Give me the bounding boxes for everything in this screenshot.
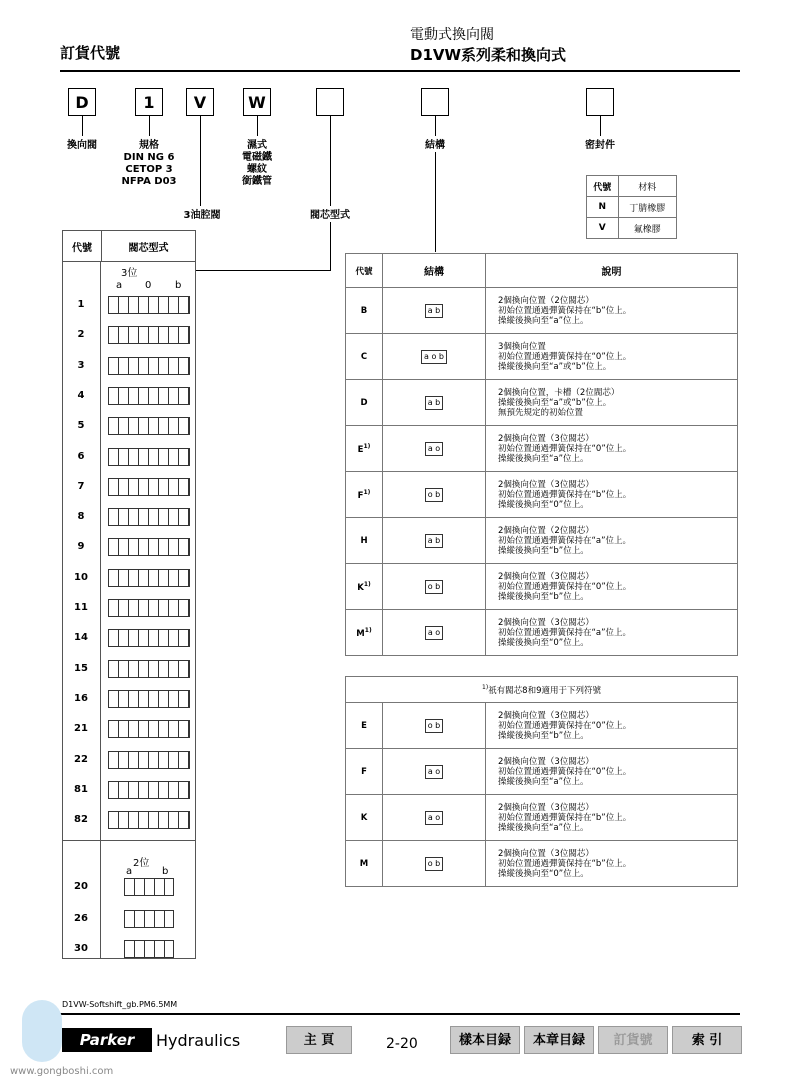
structure-row [346, 703, 738, 749]
spool-code: 14 [74, 632, 88, 644]
spool-symbol [108, 508, 190, 526]
spool-code: 21 [74, 723, 88, 735]
spool-symbol [108, 629, 190, 647]
code-box-seal [586, 88, 614, 116]
spool-table [62, 230, 196, 262]
label-seal: 密封件 [585, 140, 615, 151]
structure-symbol: o b [383, 472, 486, 518]
code-box-structure [421, 88, 449, 116]
spool-symbol [108, 599, 190, 617]
spool-code: 26 [74, 913, 88, 924]
structure-description: 2個換向位置（2位閥芯） 初始位置通過彈簧保持在“b”位上。 操縱後換向至“a”位上。 [486, 288, 738, 334]
seal-table [586, 175, 677, 239]
chapter-index-button[interactable]: 本章目録 [524, 1026, 594, 1054]
spool-symbol [108, 781, 190, 799]
pos3-label: 3位 [121, 268, 138, 279]
spool-code: 11 [74, 602, 88, 613]
structure-row [346, 472, 738, 518]
structure-symbol: a b [383, 380, 486, 426]
structure-description: 2個換向位置（3位閥芯） 初始位置通過彈簧保持在“b”位上。 操縱後換向至“0”位上。 [486, 841, 738, 887]
structure-description: 2個換向位置（3位閥芯） 初始位置通過彈簧保持在“a”位上。 操縱後換向至“0”位上。 [486, 610, 738, 656]
spool-symbol [108, 448, 190, 466]
catalog-index-button[interactable]: 樣本目録 [450, 1026, 520, 1054]
spool-code: 6 [77, 450, 85, 462]
pos2-a: a [126, 866, 133, 877]
seal-material: 氟橡膠 [618, 218, 677, 239]
spool-header-type: 閥芯型式 [128, 242, 169, 254]
structure-description: 2個換向位置（3位閥芯） 初始位置通過彈簧保持在“b”位上。 操縱後換向至“0”位上。 [486, 472, 738, 518]
structure-symbol: a o b [383, 334, 486, 380]
spool-symbol [108, 296, 190, 314]
structure-code: M [346, 841, 383, 887]
order-code-button[interactable]: 訂貨號 [598, 1026, 668, 1054]
code-box-w: W [243, 88, 271, 116]
structure-description: 2個換向位置（3位閥芯） 初始位置通過彈簧保持在“0”位上。 操縱後換向至“a”位上。 [486, 426, 738, 472]
structure-symbol: a o [383, 426, 486, 472]
structure-row [346, 610, 738, 656]
spool-symbol [108, 326, 190, 344]
spool-code: 7 [77, 480, 85, 492]
spool-symbol [108, 387, 190, 405]
spool-code: 16 [74, 692, 88, 704]
spool-symbol [108, 417, 190, 435]
structure-code: E [346, 703, 383, 749]
structure-code: B [346, 288, 383, 334]
structure-code: $M^{1)}$ [346, 610, 383, 656]
code-box-size: 1 [135, 88, 163, 116]
seal-header-material: 材料 [618, 176, 677, 197]
home-button[interactable]: 主 頁 [286, 1026, 352, 1054]
structure-row [346, 426, 738, 472]
note-table [345, 676, 738, 887]
structure-symbol: o b [383, 703, 486, 749]
seal-header-code: 代號 [587, 176, 619, 197]
spool-code: 3 [77, 359, 85, 371]
struct-header-code: 代號 [346, 254, 383, 288]
pos2-b: b [162, 866, 169, 877]
parker-logo: Parker [62, 1028, 152, 1052]
spool-code: 82 [74, 814, 88, 826]
note-text: $^{1)}$祇有閥芯8和9適用于下列符號 [346, 677, 738, 703]
struct-header-desc: 說明 [486, 254, 738, 288]
spool-symbol [108, 811, 190, 829]
spool-code: 1 [77, 299, 85, 310]
pos3-b: b [175, 280, 182, 291]
spool-code: 81 [74, 783, 88, 795]
pos2-label: 2位 [133, 858, 150, 869]
spool-code: 20 [74, 881, 88, 892]
label-size: 規格 DIN NG 6 CETOP 3 NFPA D03 [121, 140, 177, 187]
label-d: 換向閥 [67, 140, 97, 151]
code-box-v: V [186, 88, 214, 116]
structure-description: 2個換向位置（3位閥芯） 初始位置通過彈簧保持在“b”位上。 操縱後換向至“a”位上。 [486, 795, 738, 841]
mascot-logo [22, 1000, 62, 1062]
spool-code: 4 [77, 389, 85, 401]
structure-description: 2個換向位置，卡槽（2位閥芯） 操縱後換向至“a”或“b”位上。 無預先規定的初始位置 [486, 380, 738, 426]
structure-description: 2個換向位置（2位閥芯） 初始位置通過彈簧保持在“a”位上。 操縱後換向至“b”位上。 [486, 518, 738, 564]
structure-code: C [346, 334, 383, 380]
structure-row [346, 749, 738, 795]
structure-description: 3個換向位置 初始位置通過彈簧保持在“0”位上。 操縱後換向至“a”或“b”位上。 [486, 334, 738, 380]
product-title: 電動式換向閥 [410, 27, 494, 43]
spool-code: 2 [77, 329, 85, 341]
structure-row [346, 795, 738, 841]
spool-symbol [108, 478, 190, 496]
spool-code: 15 [74, 662, 88, 674]
index-button[interactable]: 索 引 [672, 1026, 742, 1054]
structure-code: $K^{1)}$ [346, 564, 383, 610]
label-w: 濕式 電磁鐵 螺紋 銜鐵管 [242, 140, 272, 187]
spool-code: 9 [77, 541, 85, 553]
spool-code: 30 [74, 943, 88, 954]
page-title: 訂貨代號 [60, 44, 121, 62]
structure-row [346, 564, 738, 610]
structure-row [346, 334, 738, 380]
structure-description: 2個換向位置（3位閥芯） 初始位置通過彈簧保持在“0”位上。 操縱後換向至“b”位上。 [486, 564, 738, 610]
label-structure: 結構 [425, 140, 445, 151]
structure-code: $F^{1)}$ [346, 472, 383, 518]
seal-code: V [587, 218, 619, 239]
spool-symbol [108, 660, 190, 678]
structure-symbol: o b [383, 841, 486, 887]
footer-rule [60, 1013, 740, 1015]
structure-code: F [346, 749, 383, 795]
structure-table [345, 253, 738, 656]
spool-symbol [108, 720, 190, 738]
structure-description: 2個換向位置（3位閥芯） 初始位置通過彈簧保持在“0”位上。 操縱後換向至“b”位上。 [486, 703, 738, 749]
structure-code: K [346, 795, 383, 841]
spool-symbol [108, 690, 190, 708]
brand-subtitle: Hydraulics [156, 1031, 241, 1050]
spool-code: 5 [77, 420, 85, 432]
code-box-d: D [68, 88, 96, 116]
spool-code: 8 [77, 511, 85, 523]
spool-symbol [124, 910, 174, 928]
pos3-a: a [116, 280, 123, 291]
page-number: 2-20 [386, 1036, 418, 1052]
label-v: 3油腔閥 [183, 210, 221, 221]
structure-symbol: a b [383, 288, 486, 334]
pos3-0: 0 [145, 280, 152, 291]
struct-header-structure: 結構 [383, 254, 486, 288]
spool-symbol [108, 751, 190, 769]
spool-symbol [108, 538, 190, 556]
structure-row [346, 380, 738, 426]
structure-symbol: a o [383, 749, 486, 795]
watermark: www.gongboshi.com [10, 1066, 114, 1077]
spool-symbol [124, 878, 174, 896]
label-spool: 閥芯型式 [310, 210, 350, 221]
spool-code: 10 [74, 571, 88, 583]
header-rule [60, 70, 740, 72]
file-name: D1VW-Softshift_gb.PM6.5MM [62, 1000, 178, 1009]
structure-description: 2個換向位置（3位閥芯） 初始位置通過彈簧保持在“0”位上。 操縱後換向至“a”位上。 [486, 749, 738, 795]
structure-code: $E^{1)}$ [346, 426, 383, 472]
structure-symbol: o b [383, 564, 486, 610]
seal-material: 丁腈橡膠 [618, 197, 677, 218]
spool-header-code: 代號 [63, 231, 102, 261]
structure-row [346, 288, 738, 334]
structure-row [346, 518, 738, 564]
spool-symbol [108, 569, 190, 587]
structure-symbol: a o [383, 610, 486, 656]
spool-symbol [124, 940, 174, 958]
structure-code: H [346, 518, 383, 564]
series-title: D1VW系列柔和換向式 [410, 46, 567, 64]
spool-symbol [108, 357, 190, 375]
seal-code: N [587, 197, 619, 218]
structure-row [346, 841, 738, 887]
structure-code: D [346, 380, 383, 426]
structure-symbol: a b [383, 518, 486, 564]
spool-code: 22 [74, 753, 88, 765]
structure-symbol: a o [383, 795, 486, 841]
code-box-spool [316, 88, 344, 116]
